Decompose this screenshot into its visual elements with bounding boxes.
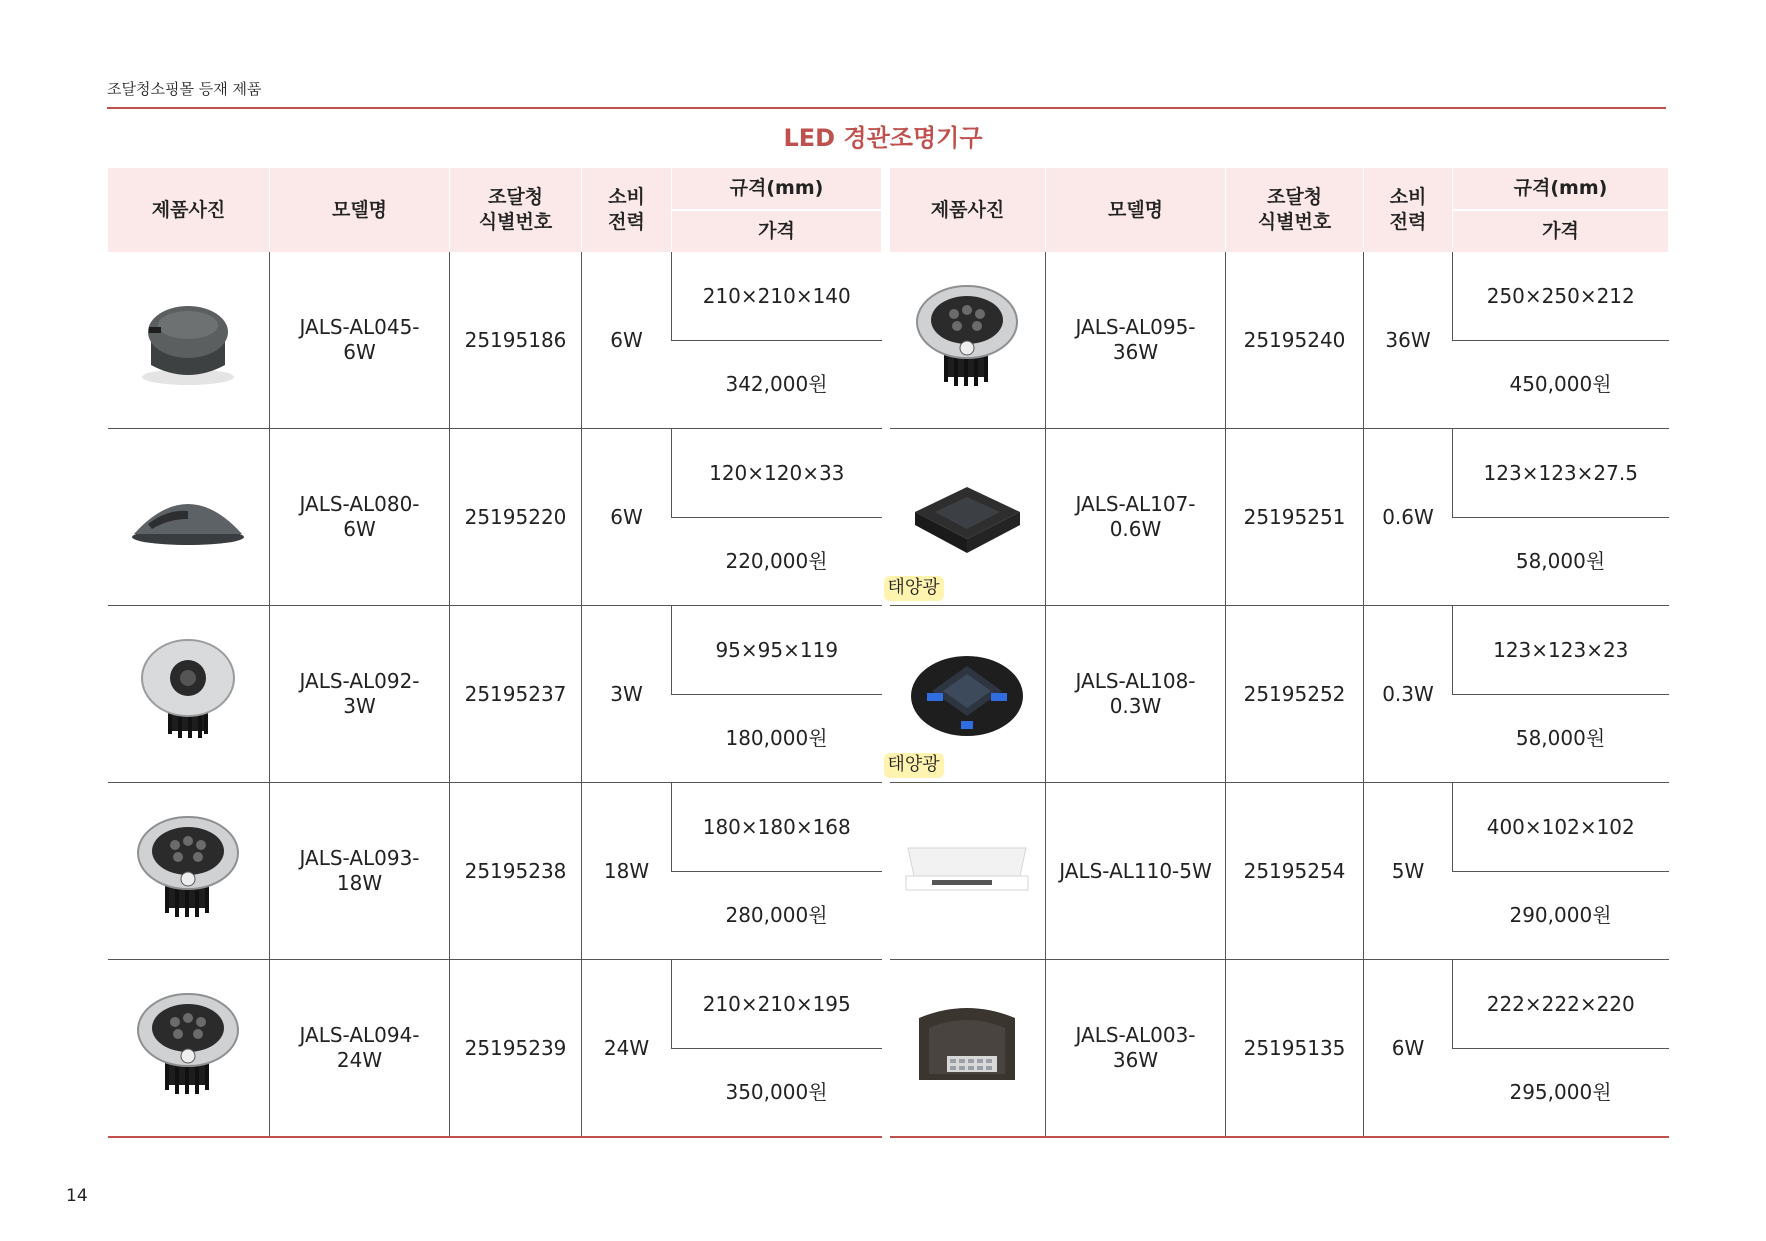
table-row bbox=[108, 960, 882, 1049]
model-line2: 36W bbox=[1112, 340, 1159, 364]
power: 18W bbox=[582, 783, 672, 960]
power: 24W bbox=[582, 960, 672, 1138]
model-name bbox=[1046, 252, 1226, 429]
model-name bbox=[270, 960, 450, 1138]
model-line2: 0.3W bbox=[1109, 694, 1162, 718]
solar-round-marker-icon bbox=[907, 641, 1027, 747]
linear-step-light-icon bbox=[902, 838, 1032, 904]
header-photo: 제품사진 bbox=[890, 168, 1046, 252]
table-row bbox=[890, 960, 1669, 1049]
spec: 123×123×23 bbox=[1453, 606, 1669, 695]
page-number: 14 bbox=[66, 1186, 88, 1206]
spec: 210×210×195 bbox=[672, 960, 882, 1049]
header-photo: 제품사진 bbox=[108, 168, 270, 252]
price: 450,000원 bbox=[1509, 372, 1612, 396]
model-line1: JALS-AL003- bbox=[1075, 1023, 1196, 1047]
multi-led-ingrade-light-icon bbox=[133, 990, 243, 1106]
procurement-id: 25195239 bbox=[450, 960, 582, 1138]
product-photo bbox=[890, 960, 1046, 1138]
solar-badge: 태양광 bbox=[884, 753, 944, 778]
price: 220,000원 bbox=[725, 549, 828, 573]
price: 290,000원 bbox=[1509, 903, 1612, 927]
page-title: LED 경관조명기구 bbox=[783, 124, 983, 152]
procurement-id: 25195135 bbox=[1226, 960, 1364, 1138]
procurement-id: 25195240 bbox=[1226, 252, 1364, 429]
spec: 120×120×33 bbox=[672, 429, 882, 518]
power: 6W bbox=[582, 252, 672, 429]
model-line1: JALS-AL107- bbox=[1075, 492, 1196, 516]
product-photo bbox=[890, 783, 1046, 960]
spec: 210×210×140 bbox=[672, 252, 882, 341]
spec: 400×102×102 bbox=[1453, 783, 1669, 872]
price: 58,000원 bbox=[1515, 549, 1606, 573]
model-line1: JALS-AL045- bbox=[299, 315, 420, 339]
power: 36W bbox=[1364, 252, 1453, 429]
model-line2: 24W bbox=[336, 1048, 383, 1072]
table-row bbox=[108, 252, 882, 341]
multi-led-ingrade-light-icon bbox=[912, 282, 1022, 398]
model-name bbox=[1046, 783, 1226, 960]
model-name bbox=[270, 252, 450, 429]
procurement-id: 25195251 bbox=[1226, 429, 1364, 606]
solar-square-marker-icon bbox=[905, 467, 1030, 568]
table-row bbox=[890, 252, 1669, 341]
product-photo bbox=[887, 606, 1046, 783]
product-photo bbox=[108, 606, 270, 783]
product-table-right bbox=[889, 168, 1669, 1138]
model-name bbox=[1046, 606, 1226, 783]
model-line2: 36W bbox=[1112, 1048, 1159, 1072]
header-price: 가격 bbox=[1453, 210, 1669, 252]
model-line2: 0.6W bbox=[1109, 517, 1162, 541]
header-id: 조달청 식별번호 bbox=[450, 168, 582, 252]
power: 5W bbox=[1364, 783, 1453, 960]
procurement-id: 25195186 bbox=[450, 252, 582, 429]
spec: 95×95×119 bbox=[672, 606, 882, 695]
power: 0.3W bbox=[1364, 606, 1453, 783]
table-row bbox=[108, 429, 882, 518]
product-photo bbox=[108, 783, 270, 960]
round-ingrade-light-icon bbox=[138, 636, 238, 752]
header-model: 모델명 bbox=[1046, 168, 1226, 252]
table-row bbox=[890, 783, 1669, 872]
multi-led-ingrade-light-icon bbox=[133, 813, 243, 929]
table-row bbox=[108, 606, 882, 695]
model-name bbox=[270, 783, 450, 960]
procurement-id: 25195254 bbox=[1226, 783, 1364, 960]
spec: 180×180×168 bbox=[672, 783, 882, 872]
power: 0.6W bbox=[1364, 429, 1453, 606]
model-line1: JALS-AL092- bbox=[299, 669, 420, 693]
spec: 250×250×212 bbox=[1453, 252, 1669, 341]
model-line2: 6W bbox=[343, 517, 376, 541]
model-line2: 3W bbox=[343, 694, 376, 718]
model-name bbox=[270, 429, 450, 606]
table-row bbox=[890, 606, 1669, 695]
model-line1: JALS-AL094- bbox=[299, 1023, 420, 1047]
power: 3W bbox=[582, 606, 672, 783]
header-id: 조달청 식별번호 bbox=[1226, 168, 1364, 252]
product-photo bbox=[890, 252, 1046, 429]
price: 350,000원 bbox=[725, 1080, 828, 1104]
model-name bbox=[1046, 960, 1226, 1138]
model-line2: 18W bbox=[336, 871, 383, 895]
header-rule bbox=[107, 107, 1666, 109]
product-photo bbox=[108, 252, 270, 429]
flat-dome-light-icon bbox=[128, 479, 248, 555]
procurement-id: 25195238 bbox=[450, 783, 582, 960]
model-line1: JALS-AL108- bbox=[1075, 669, 1196, 693]
table-row bbox=[108, 783, 882, 872]
power: 6W bbox=[582, 429, 672, 606]
page-header: 조달청소핑몰 등재 제품 bbox=[107, 80, 262, 98]
product-photo bbox=[108, 429, 270, 606]
solar-badge: 태양광 bbox=[884, 576, 944, 601]
model-line1: JALS-AL110-5W bbox=[1059, 858, 1212, 883]
model-name bbox=[1046, 429, 1226, 606]
header-power: 소비 전력 bbox=[1364, 168, 1453, 252]
spec: 222×222×220 bbox=[1453, 960, 1669, 1049]
model-line1: JALS-AL093- bbox=[299, 846, 420, 870]
header-price: 가격 bbox=[672, 210, 882, 252]
header-power: 소비 전력 bbox=[582, 168, 672, 252]
price: 58,000원 bbox=[1515, 726, 1606, 750]
header-spec: 규격(mm) bbox=[1453, 168, 1669, 210]
price: 342,000원 bbox=[725, 372, 828, 396]
procurement-id: 25195237 bbox=[450, 606, 582, 783]
power: 6W bbox=[1364, 960, 1453, 1138]
header-model: 모델명 bbox=[270, 168, 450, 252]
product-photo bbox=[108, 960, 270, 1138]
table-row bbox=[890, 429, 1669, 518]
model-line1: JALS-AL095- bbox=[1075, 315, 1196, 339]
dome-ground-light-icon bbox=[133, 287, 243, 393]
wall-pack-light-icon bbox=[907, 998, 1027, 1099]
product-photo bbox=[887, 429, 1046, 606]
procurement-id: 25195252 bbox=[1226, 606, 1364, 783]
spec: 123×123×27.5 bbox=[1453, 429, 1669, 518]
price: 180,000원 bbox=[725, 726, 828, 750]
procurement-id: 25195220 bbox=[450, 429, 582, 606]
model-line1: JALS-AL080- bbox=[299, 492, 420, 516]
price: 280,000원 bbox=[725, 903, 828, 927]
price: 295,000원 bbox=[1509, 1080, 1612, 1104]
product-table-left bbox=[107, 168, 882, 1138]
model-line2: 6W bbox=[343, 340, 376, 364]
header-spec: 규격(mm) bbox=[672, 168, 882, 210]
model-name bbox=[270, 606, 450, 783]
